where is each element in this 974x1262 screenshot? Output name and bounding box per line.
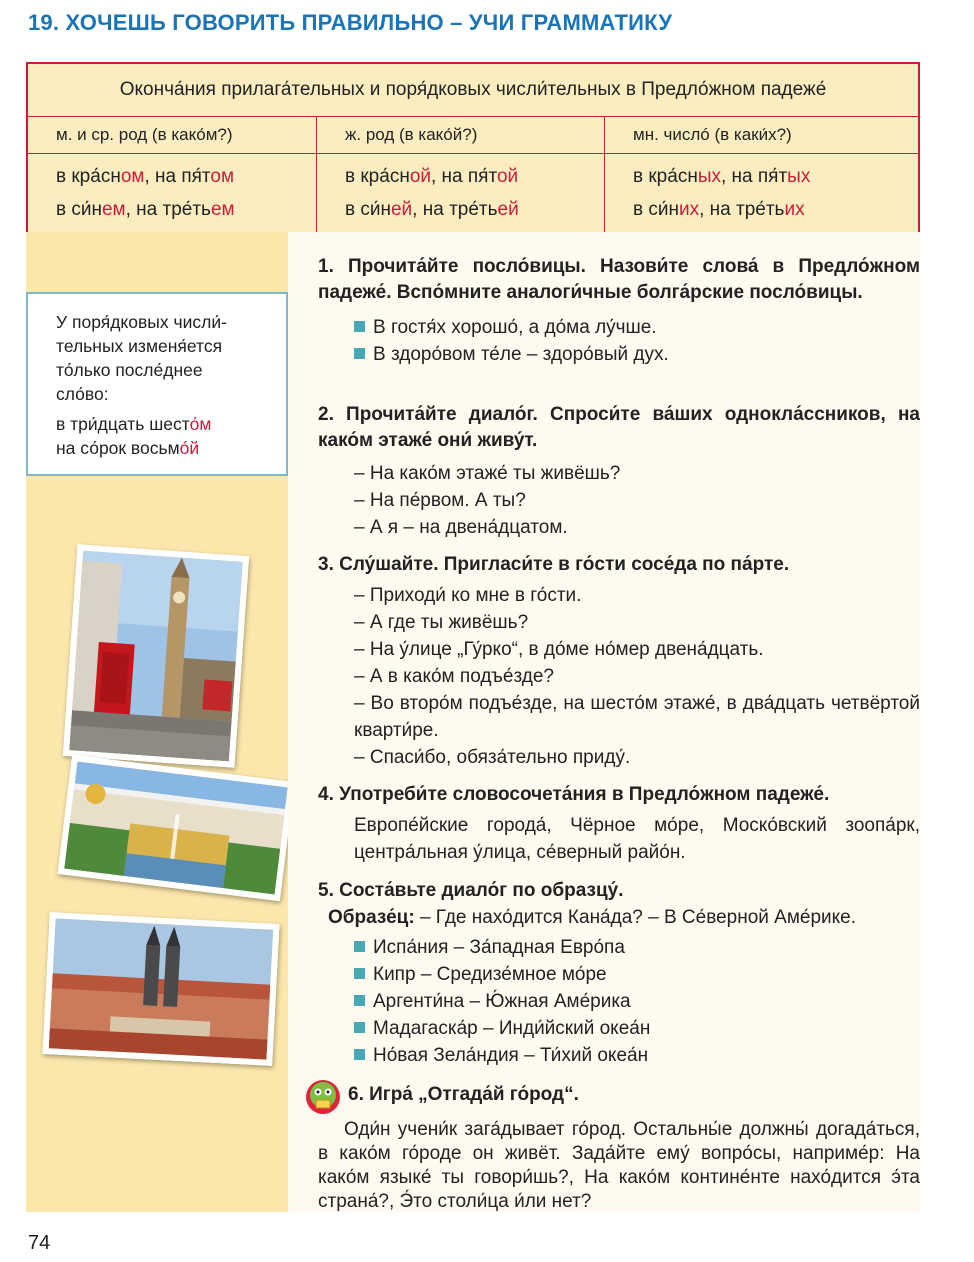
table-body-row bbox=[28, 154, 918, 232]
task-1 bbox=[318, 254, 920, 368]
example-line: в си́нем, на тре́тьем bbox=[56, 199, 235, 220]
table-header-fem: ж. род (в како́й?) bbox=[317, 117, 605, 153]
bullet-square-icon bbox=[354, 941, 365, 952]
note-example: в три́дцать шесто́м bbox=[56, 414, 212, 434]
task-4-body: Европе́йские города́, Чёрное мо́ре, Моско́вский зоопа́рк, центра́льная у́лица, се́верный райо́н. bbox=[354, 815, 920, 863]
dialog-line: – А где ты живёшь? bbox=[354, 612, 529, 633]
task-5 bbox=[318, 878, 920, 1069]
list-item: Мадагаска́р – Инди́йский океа́н bbox=[318, 1015, 920, 1042]
dialog-line: – Приходи́ ко мне в го́сти. bbox=[354, 585, 582, 606]
table-cell-masc bbox=[28, 154, 317, 232]
list-item: В здоро́вом те́ле – здоро́вый дух. bbox=[318, 341, 920, 368]
grammar-table bbox=[26, 62, 920, 234]
bullet-square-icon bbox=[354, 995, 365, 1006]
dialog-line: – А в како́м подъе́зде? bbox=[354, 666, 554, 687]
bullet-square-icon bbox=[354, 348, 365, 359]
note-line: то́лько после́днее bbox=[56, 360, 203, 380]
task-2 bbox=[318, 402, 920, 541]
list-item: Испа́ния – За́падная Евро́па bbox=[318, 934, 920, 961]
note-line: тельных изменя́ется bbox=[56, 336, 223, 356]
dialog-line: – Во второ́м подъе́зде, на шесто́м этаже́, в два́дцать четвёртой кварти́ре. bbox=[354, 693, 920, 741]
note-line: сло́во: bbox=[56, 384, 109, 404]
table-header-plural: мн. числó (в каки́х?) bbox=[633, 125, 792, 144]
grammar-note-box bbox=[26, 292, 288, 476]
task-3-instruction: 3. Слу́шайте. Пригласи́те в го́сти сосе́да по па́рте. bbox=[318, 554, 790, 575]
bullet-square-icon bbox=[354, 1022, 365, 1033]
task-6-instruction: 6. Игра́ „Отгада́й го́род“. bbox=[348, 1084, 579, 1105]
task-4-instruction: 4. Употреби́те словосочета́ния в Предло́жном падеже́. bbox=[318, 784, 830, 805]
list-item: Кипр – Средизе́мное мо́ре bbox=[318, 961, 920, 988]
table-header-masc: м. и ср. род (в како́м?) bbox=[28, 117, 317, 153]
page-title: 19. ХОЧЕШЬ ГОВОРИТЬ ПРАВИЛЬНО – УЧИ ГРАММАТИКУ bbox=[28, 10, 673, 35]
example-line: в си́них, на тре́тьих bbox=[633, 199, 805, 220]
bullet-square-icon bbox=[354, 1049, 365, 1060]
example-line: в си́ней, на тре́тьей bbox=[345, 199, 519, 220]
dialog-line: – А я – на двена́дцатом. bbox=[354, 517, 568, 538]
example-line: в кра́сных, на пя́тых bbox=[633, 166, 811, 187]
list-item: Аргенти́на – Ю́жная Аме́рика bbox=[318, 988, 920, 1015]
list-item: В гостя́х хорошо́, а до́ма лу́чше. bbox=[318, 314, 920, 341]
bullet-square-icon bbox=[354, 968, 365, 979]
dialog-line: – На у́лице „Гу́рко“, в до́ме но́мер двена́дцать. bbox=[354, 639, 764, 660]
example-line: в кра́сном, на пя́том bbox=[56, 166, 235, 187]
photo-london bbox=[63, 544, 249, 767]
bullet-square-icon bbox=[354, 321, 365, 332]
note-example: на со́рок восьмо́й bbox=[56, 438, 200, 458]
list-item: Но́вая Зела́ндия – Ти́хий океа́н bbox=[318, 1042, 920, 1069]
task-6-body: Оди́н учени́к зага́дывает го́род. Остальны́е должны́ догада́ться, в како́м го́роде он живёт. Зада́йте ему́ вопро́сы, наприме́р: На како́м языке́ ты говори́шь?, На како́м контине́нте нахо́дится э́та страна́?, Э́то столи́ца и́ли нет? bbox=[318, 1119, 920, 1212]
task-2-instruction: 2. Прочита́йте диало́г. Спроси́те ва́ших однокла́ссников, на како́м этаже́ они́ живу́т. bbox=[318, 404, 920, 451]
dialog-line: – На пе́рвом. А ты? bbox=[354, 490, 526, 511]
task-1-instruction: 1. Прочита́йте посло́вицы. Назови́те слова́ в Предло́жном падеже́. Вспо́мните аналоги́чные болга́рские посло́вицы. bbox=[318, 256, 920, 303]
task-5-instruction: 5. Соста́вьте диало́г по образцу́. bbox=[318, 880, 624, 901]
task-6 bbox=[318, 1082, 920, 1214]
table-header-row bbox=[28, 117, 918, 154]
sample-line: Образе́ц: – Где нахо́дится Кана́да? – В Се́верной Аме́рике. bbox=[328, 907, 857, 928]
example-line: в кра́сной, на пя́той bbox=[345, 166, 519, 187]
dialog-line: – Спаси́бо, обяза́тельно приду́. bbox=[354, 747, 631, 768]
note-line: У поря́дковых числи́- bbox=[56, 312, 227, 332]
task-3 bbox=[318, 552, 920, 771]
photo-prague bbox=[42, 912, 279, 1066]
table-cell-fem bbox=[317, 154, 605, 232]
table-caption: Оконча́ния прилага́тельных и поря́дковых числи́тельных в Предло́жном падеже́ bbox=[28, 64, 918, 117]
task-4 bbox=[318, 782, 920, 866]
table-cell-plural bbox=[605, 154, 918, 232]
dialog-line: – На како́м этаже́ ты живёшь? bbox=[354, 463, 621, 484]
page-number: 74 bbox=[28, 1232, 51, 1254]
